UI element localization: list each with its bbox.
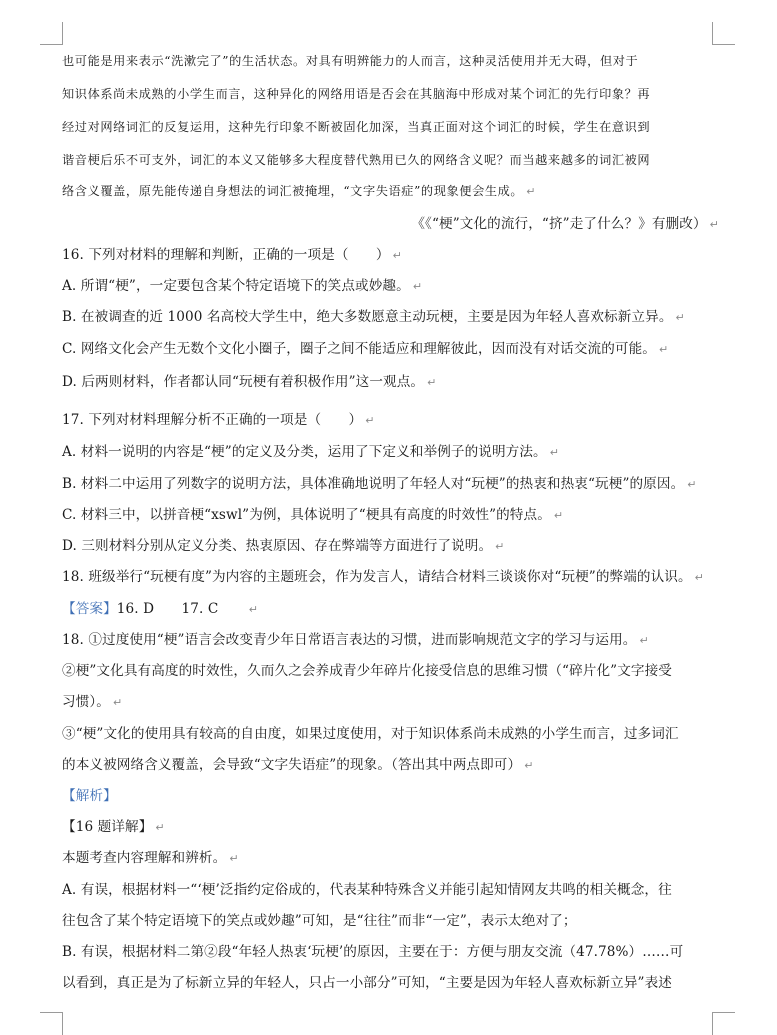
answer-18-line: 的本义被网络含义覆盖，会导致“文字失语症”的现象。（答出其中两点即可） ↵: [62, 757, 534, 773]
question-16-stem: 16. 下列对材料的理解和判断，正确的一项是（ ） ↵: [62, 247, 402, 263]
question-16-option-a: A. 所谓“梗”，一定要包含某个特定语境下的笑点或妙趣。 ↵: [62, 278, 423, 294]
analysis-a-line: A. 有误，根据材料一“‘梗’泛指约定俗成的，代表某种特殊含义并能引起知情网友共鸣的相关概念，往: [62, 882, 672, 898]
answer-line: 【答案】16. D 17. C ↵: [62, 601, 259, 617]
question-17-option-a: A. 材料一说明的内容是“梗”的定义及分类，运用了下定义和举例子的说明方法。 ↵: [62, 444, 560, 460]
crop-mark-top-left: [40, 22, 63, 45]
passage-source: 《《“梗”文化的流行，“挤”走了什么？》有删改） ↵: [411, 216, 719, 232]
answer-label: 【答案】: [62, 601, 117, 617]
analysis-a-line: 往包含了某个特定语境下的笑点或妙趣”可知，是“往往”而非“一定”，表示太绝对了；: [62, 913, 577, 929]
question-17-option-b: B. 材料二中运用了列数字的说明方法，具体准确地说明了年轻人对“玩梗”的热衷和热衷“玩梗”的原因。 ↵: [62, 476, 697, 492]
answer-18-line: ③“梗”文化的使用具有较高的自由度，如果过度使用，对于知识体系尚未成熟的小学生而言，过多词汇: [62, 726, 679, 742]
answer-18-line: 18. ①过度使用“梗”语言会改变青少年日常语言表达的习惯，进而影响规范文字的学习与运用。 ↵: [62, 632, 649, 648]
question-16-option-d: D. 后两则材料，作者都认同“玩梗有着积极作用”这一观点。 ↵: [62, 374, 437, 390]
passage-line: 经过对网络词汇的反复运用，这种先行印象不断被固化加深，当真正面对这个词汇的时候，学生在意识到: [62, 120, 651, 134]
analysis-heading-16: 【16 题详解】 ↵: [62, 819, 165, 835]
question-17-option-d: D. 三则材料分别从定义分类、热衷原因、存在弊端等方面进行了说明。 ↵: [62, 538, 505, 554]
analysis-b-line: 以看到，真正是为了标新立异的年轻人，只占一小部分”可知，“主要是因为年轻人喜欢标新立异”表述: [62, 975, 672, 991]
answer-18-line: ②梗”文化具有高度的时效性，久而久之会养成青少年碎片化接受信息的思维习惯（“碎片化”文字接受: [62, 663, 672, 679]
passage-line: 知识体系尚未成熟的小学生而言，这种异化的网络用语是否会在其脑海中形成对某个词汇的先行印象？再: [62, 87, 651, 101]
question-17-stem: 17. 下列对材料理解分析不正确的一项是（ ） ↵: [62, 412, 375, 428]
analysis-label: 【解析】: [62, 788, 117, 804]
question-16-option-c: C. 网络文化会产生无数个文化小圈子，圈子之间不能适应和理解彼此，因而没有对话交流的可能。 ↵: [62, 341, 669, 357]
crop-mark-top-right: [712, 22, 735, 45]
question-18-stem: 18. 班级举行“玩梗有度”为内容的主题班会，作为发言人，请结合材料三谈谈你对“玩梗”的弊端的认识。 ↵: [62, 569, 704, 585]
question-17-option-c: C. 材料三中，以拼音梗“xswl”为例，具体说明了“梗具有高度的时效性”的特点。 ↵: [62, 507, 564, 523]
passage-line-last: 络含义覆盖，原先能传递自身想法的词汇被掩埋，“文字失语症”的现象便会生成。 ↵: [62, 184, 537, 198]
question-16-option-b: B. 在被调查的近 1000 名高校大学生中，绝大多数愿意主动玩梗，主要是因为年轻人喜欢标新立异。 ↵: [62, 309, 685, 325]
answer-18-line: 习惯）。 ↵: [62, 694, 123, 710]
crop-mark-bottom-right: [712, 1012, 735, 1035]
analysis-b-line: B. 有误，根据材料二第②段“年轻人热衷‘玩梗’的原因，主要在于：方便与朋友交流（47.78%）……可: [62, 944, 684, 960]
analysis-intro: 本题考查内容理解和辨析。 ↵: [62, 850, 239, 866]
crop-mark-bottom-left: [40, 1012, 63, 1035]
passage-line: 谐音梗后乐不可支外，词汇的本义又能够多大程度替代熟用已久的网络含义呢？而当越来越多的词汇被网: [62, 153, 651, 167]
passage-line: 也可能是用来表示“洗漱完了”的生活状态。对具有明辨能力的人而言，这种灵活使用并无大碍，但对于: [62, 54, 639, 68]
